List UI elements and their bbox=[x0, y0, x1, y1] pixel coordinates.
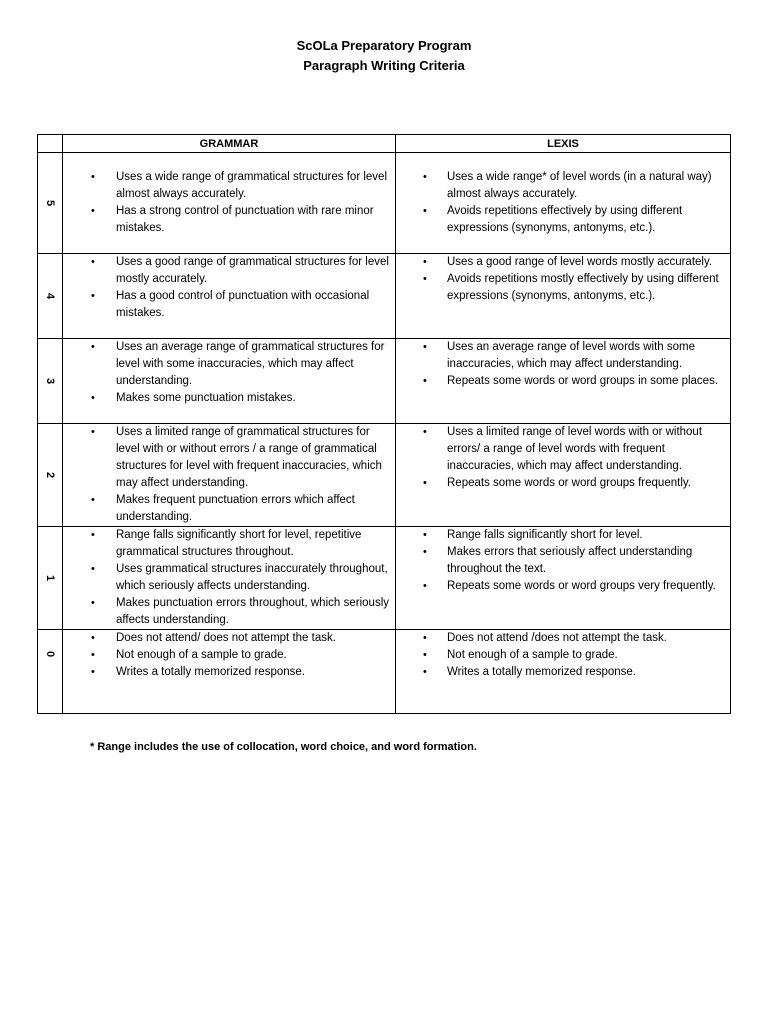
list-item: • Uses a limited range of level words with or without errors/ a range of level words with frequent inaccuracies, which may affect understanding. bbox=[396, 424, 724, 475]
score-label: 0 bbox=[44, 650, 56, 658]
grammar-cell bbox=[63, 527, 396, 630]
list-item: • Repeats some words or word groups frequently. bbox=[396, 475, 724, 492]
lexis-cell bbox=[396, 527, 731, 630]
table-row bbox=[38, 630, 731, 714]
document-header bbox=[0, 36, 768, 76]
list-item: • Uses an average range of grammatical structures for level with some inaccuracies, which may affect understanding. bbox=[63, 339, 389, 390]
list-item: • Has a good control of punctuation with occasional mistakes. bbox=[63, 288, 389, 322]
list-item: • Has a strong control of punctuation with rare minor mistakes. bbox=[63, 203, 389, 237]
score-cell bbox=[38, 527, 63, 630]
grammar-cell bbox=[63, 630, 396, 714]
criteria-table bbox=[37, 134, 731, 714]
score-label: 5 bbox=[44, 199, 56, 207]
score-cell bbox=[38, 424, 63, 527]
list-item: • Uses a wide range* of level words (in a natural way) almost always accurately. bbox=[396, 169, 724, 203]
grammar-cell bbox=[63, 254, 396, 339]
document-subtitle: Paragraph Writing Criteria bbox=[303, 58, 465, 73]
list-item: • Not enough of a sample to grade. bbox=[396, 647, 724, 664]
lexis-cell bbox=[396, 424, 731, 527]
list-item: • Writes a totally memorized response. bbox=[396, 664, 724, 681]
grammar-cell bbox=[63, 153, 396, 254]
list-item: • Range falls significantly short for level. bbox=[396, 527, 724, 544]
score-label: 4 bbox=[44, 292, 56, 300]
grammar-cell bbox=[63, 339, 396, 424]
list-item: • Makes errors that seriously affect understanding throughout the text. bbox=[396, 544, 724, 578]
grammar-column-header: GRAMMAR bbox=[63, 135, 396, 153]
score-column-header bbox=[38, 135, 63, 153]
list-item: • Avoids repetitions effectively by using different expressions (synonyms, antonyms, etc.). bbox=[396, 203, 724, 237]
lexis-cell bbox=[396, 254, 731, 339]
list-item: • Uses a good range of level words mostly accurately. bbox=[396, 254, 724, 271]
score-label: 1 bbox=[44, 574, 56, 582]
table-row bbox=[38, 254, 731, 339]
table-row bbox=[38, 153, 731, 254]
grammar-cell bbox=[63, 424, 396, 527]
score-cell bbox=[38, 630, 63, 714]
list-item: • Writes a totally memorized response. bbox=[63, 664, 389, 681]
score-cell bbox=[38, 254, 63, 339]
score-label: 3 bbox=[44, 377, 56, 385]
lexis-cell bbox=[396, 339, 731, 424]
lexis-cell bbox=[396, 153, 731, 254]
list-item: • Range falls significantly short for level, repetitive grammatical structures throughout. bbox=[63, 527, 389, 561]
list-item: • Makes punctuation errors throughout, which seriously affects understanding. bbox=[63, 595, 389, 629]
table-row bbox=[38, 424, 731, 527]
table-header-row bbox=[38, 135, 731, 153]
table-row bbox=[38, 527, 731, 630]
score-label: 2 bbox=[44, 471, 56, 479]
list-item: • Uses grammatical structures inaccurately throughout, which seriously affects understanding. bbox=[63, 561, 389, 595]
list-item: • Uses an average range of level words with some inaccuracies, which may affect understanding. bbox=[396, 339, 724, 373]
table-row bbox=[38, 339, 731, 424]
list-item: • Makes frequent punctuation errors which affect understanding. bbox=[63, 492, 389, 526]
lexis-column-header: LEXIS bbox=[396, 135, 731, 153]
list-item: • Repeats some words or word groups in some places. bbox=[396, 373, 724, 390]
footnote: * Range includes the use of collocation, word choice, and word formation. bbox=[90, 741, 477, 753]
lexis-cell bbox=[396, 630, 731, 714]
document-title: ScOLa Preparatory Program bbox=[296, 38, 472, 53]
score-cell bbox=[38, 339, 63, 424]
score-cell bbox=[38, 153, 63, 254]
list-item: • Does not attend /does not attempt the task. bbox=[396, 630, 724, 647]
list-item: • Uses a limited range of grammatical structures for level with or without errors / a range of grammatical structures for level with frequent inaccuracies, which may affect understanding. bbox=[63, 424, 389, 492]
list-item: • Avoids repetitions mostly effectively by using different expressions (synonyms, antonyms, etc.). bbox=[396, 271, 724, 305]
list-item: • Does not attend/ does not attempt the task. bbox=[63, 630, 389, 647]
list-item: • Makes some punctuation mistakes. bbox=[63, 390, 389, 407]
list-item: • Repeats some words or word groups very frequently. bbox=[396, 578, 724, 595]
list-item: • Uses a wide range of grammatical structures for level almost always accurately. bbox=[63, 169, 389, 203]
list-item: • Not enough of a sample to grade. bbox=[63, 647, 389, 664]
list-item: • Uses a good range of grammatical structures for level mostly accurately. bbox=[63, 254, 389, 288]
